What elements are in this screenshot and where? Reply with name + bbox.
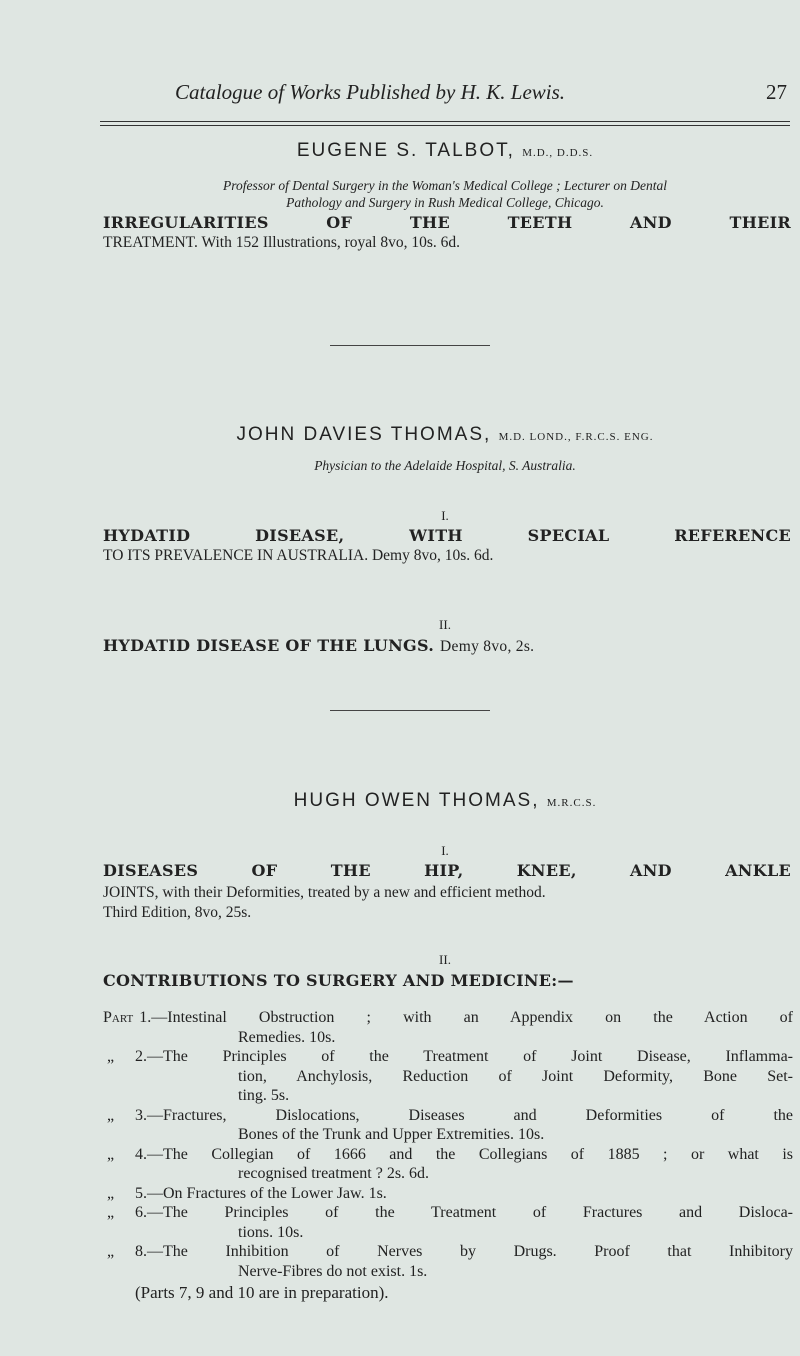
part-item <box>103 1203 793 1242</box>
part-label: Part <box>103 1009 134 1026</box>
part-text: —The Principles of the Treatment of Joint Disease, Inflamma- <box>147 1048 793 1065</box>
header-double-rule <box>100 121 790 126</box>
part-number: 6. <box>135 1204 147 1221</box>
part-text: —The Principles of the Treatment of Fractures and Disloca- <box>147 1204 793 1221</box>
ditto-mark: „ <box>107 1243 115 1260</box>
author-hugh-owen-thomas <box>100 790 790 812</box>
author-degrees: M.D., D.D.S. <box>522 147 594 159</box>
work-price: Demy 8vo, 2s. <box>440 638 535 655</box>
ditto-mark: „ <box>107 1204 115 1221</box>
work-title: HYDATID DISEASE, WITH SPECIAL REFERENCE <box>103 526 791 545</box>
author-degrees: M.D. LOND., F.R.C.S. ENG. <box>498 431 654 443</box>
part-item <box>103 1184 793 1204</box>
author-name: EUGENE S. TALBOT, <box>296 140 515 161</box>
work-title: CONTRIBUTIONS TO SURGERY AND MEDICINE:— <box>103 971 574 990</box>
work-title: DISEASES OF THE HIP, KNEE, AND ANKLE <box>103 861 791 880</box>
page-number: 27 <box>766 80 787 104</box>
part-item <box>103 1145 793 1184</box>
affiliation-line: Professor of Dental Surgery in the Woman's Medical College ; Lecturer on Dental <box>222 178 668 193</box>
author-name: HUGH OWEN THOMAS, <box>293 790 540 811</box>
work-title: HYDATID DISEASE OF THE LUNGS. <box>103 636 435 655</box>
affiliation-line: Pathology and Surgery in Rush Medical College, Chicago. <box>286 195 604 210</box>
part-text: —The Collegian of 1666 and the Collegians of 1885 ; or what is <box>147 1145 793 1163</box>
part-continuation: ting. 5s. <box>238 1087 290 1104</box>
part-continuation: Remedies. 10s. <box>238 1028 336 1046</box>
part-continuation: recognised treatment ? 2s. 6d. <box>238 1165 430 1182</box>
running-header <box>175 80 795 105</box>
work-numeral: II. <box>439 952 451 967</box>
part-continuation: Bones of the Trunk and Upper Extremities. 10s. <box>238 1126 545 1143</box>
affiliation-line: Physician to the Adelaide Hospital, S. Australia. <box>314 458 576 473</box>
part-text: —The Inhibition of Nerves by Drugs. Proof that Inhibitory <box>147 1243 793 1260</box>
part-text: —On Fractures of the Lower Jaw. 1s. <box>147 1184 387 1202</box>
part-number: 1. <box>139 1009 152 1026</box>
affiliation-talbot <box>100 177 790 211</box>
part-number: 2. <box>135 1048 147 1065</box>
section-rule <box>330 710 490 711</box>
part-continuation: Nerve-Fibres do not exist. 1s. <box>238 1262 428 1280</box>
author-john-davies-thomas <box>100 424 790 446</box>
part-continuation: tion, Anchylosis, Reduction of Joint Deformity, Bone Set- <box>238 1067 793 1085</box>
work-description: TREATMENT. With 152 Illustrations, royal 8vo, 10s. 6d. <box>103 234 460 251</box>
ditto-mark: „ <box>107 1106 115 1124</box>
part-number: 4. <box>135 1145 147 1163</box>
section-rule <box>330 345 490 346</box>
work-numeral: II. <box>439 617 451 632</box>
author-name: JOHN DAVIES THOMAS, <box>236 424 492 445</box>
parts-list <box>103 1008 793 1303</box>
author-degrees: M.R.C.S. <box>546 797 597 809</box>
part-text: —Intestinal Obstruction ; with an Appendix on the Action of <box>151 1009 793 1026</box>
part-text: —Fractures, Dislocations, Diseases and Deformities of the <box>147 1106 793 1124</box>
part-item <box>103 1008 793 1047</box>
work-numeral: I. <box>441 508 449 523</box>
part-number: 5. <box>135 1184 147 1202</box>
part-item <box>103 1047 793 1106</box>
author-talbot <box>100 140 790 162</box>
running-title: Catalogue of Works Published by H. K. Lewis. <box>175 80 566 104</box>
part-item <box>103 1242 793 1281</box>
work-description: TO ITS PREVALENCE IN AUSTRALIA. Demy 8vo, 10s. 6d. <box>103 547 494 564</box>
parts-note: (Parts 7, 9 and 10 are in preparation). <box>135 1283 389 1302</box>
ditto-mark: „ <box>107 1048 115 1065</box>
ditto-mark: „ <box>107 1184 115 1202</box>
description-line: Third Edition, 8vo, 25s. <box>103 904 252 921</box>
ditto-mark: „ <box>107 1145 115 1163</box>
part-number: 8. <box>135 1243 147 1260</box>
part-continuation: tions. 10s. <box>238 1223 304 1241</box>
work-title-line <box>103 636 791 656</box>
affiliation-thomas <box>100 457 790 474</box>
description-line: JOINTS, with their Deformities, treated by a new and efficient method. <box>103 884 546 901</box>
part-item <box>103 1106 793 1145</box>
part-number: 3. <box>135 1106 147 1124</box>
work-description <box>103 883 791 923</box>
work-title: IRREGULARITIES OF THE TEETH AND THEIR <box>103 213 791 232</box>
work-numeral: I. <box>441 843 449 858</box>
